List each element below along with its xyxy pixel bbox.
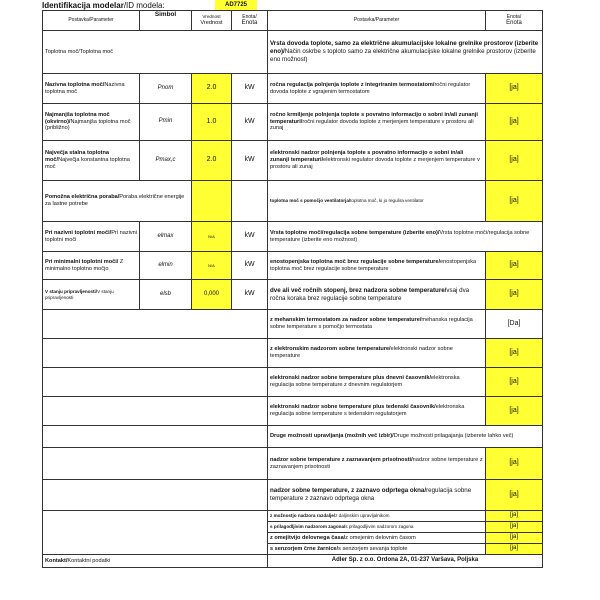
param-label: ročno krmiljenje polnjenja toplote s povratno informacijo o sobni in/ali zunanji temperaturi/ročni regulator dovoda toplote z merjenjem temperature v prostoru ali zunaj	[268, 104, 486, 141]
unit-cell: [ja]	[486, 74, 543, 104]
parameters-table	[42, 10, 543, 568]
param-label: z mehanskim termostatom za nadzor sobne temperature/mehanska regulacija sobne temperature s pomočjo termostata	[268, 310, 486, 339]
param-label: s prilagodljivim nadzorom zagona/s prilagodljivim nadzorom zagona	[268, 522, 486, 533]
param-label: V stanju pripravljenosti/V stanju pripravljenosti	[43, 280, 140, 310]
col-symbol-header: Simbol	[140, 11, 192, 31]
param-label: nadzor sobne temperature, z zaznavo odprtega okna/regulacija sobne temperature z zaznavo odprtega okna	[268, 480, 486, 511]
table-row	[43, 222, 543, 252]
param-label: z elektronskim nadzorom sobne temperature/elektronski nadzor sobne temperature	[268, 339, 486, 368]
model-identifier-value: AD7725	[215, 0, 257, 10]
param-label: Pri nazivni toplotni moči/Pri nazivni toplotni moči	[43, 222, 140, 252]
empty-cell	[43, 339, 268, 368]
table-row	[43, 181, 543, 222]
symbol-cell: elmax	[140, 222, 192, 252]
table-row	[43, 310, 543, 339]
col-param-header: Postavka/Parameter	[43, 11, 140, 31]
table-row	[43, 74, 543, 104]
unit-cell: [ja]	[486, 339, 543, 368]
param-label: elektronski nadzor sobne temperature plus dnevni časovnik/elektronska regulacija sobne temperature z dnevnim regulatorjem	[268, 368, 486, 397]
unit-cell: [ja]	[486, 533, 543, 544]
param-label: dve ali več ročnih stopenj, brez nadzora sobne temperature/vsaj dva ročna koraka brez regulacije sobne temperature	[268, 280, 486, 310]
value-cell: 2.0	[192, 74, 232, 104]
unit-cell	[232, 181, 268, 222]
param-label: Pomožna električna poraba/Poraba električne energije za lastne potrebe	[43, 181, 192, 222]
param-label: enostopenjska toplotna moč brez regulacije sobne temperature/enostopenjska toplotna moč brez regulacije sobne temperature	[268, 252, 486, 280]
heat-input-type-section: Vrsta dovoda toplote, samo za električne akumulacijske lokalne grelnike prostorov (izberite eno)/Način oskrbe s toploto samo za električne akumulacijske lokalne grelnike prostorov (izberite eno možnost)	[268, 31, 543, 74]
table-row	[43, 426, 543, 448]
unit-cell: kW	[232, 280, 268, 310]
value-cell: N/A	[192, 252, 232, 280]
col-unit2-header: Enota/ Enota	[486, 11, 543, 31]
unit-cell: [ja]	[486, 252, 543, 280]
value-cell: N/A	[192, 222, 232, 252]
unit-cell: [ja]	[486, 280, 543, 310]
unit-cell: [ja]	[486, 448, 543, 480]
param-label: elektronski nadzor polnjenja toplote s povratno informacijo o sobni in/ali zunanji temperaturi/elektronski regulator dovoda toplote z merjenjem temperature v prostoru ali zunaj	[268, 141, 486, 181]
unit-cell: [ja]	[486, 141, 543, 181]
empty-cell	[43, 448, 268, 480]
empty-cell	[43, 368, 268, 397]
param-label: Najmanjša toplotna moč (okvirno)/Najmanjša toplotna moč (približno)	[43, 104, 140, 141]
col-value-header: Vrednost Vrednost	[192, 11, 232, 31]
table-row	[43, 368, 543, 397]
unit-cell: kW	[232, 252, 268, 280]
param-label: Pri minimalni toplotni moči/ Z minimalno toplotno močjo	[43, 252, 140, 280]
param-label: nadzor sobne temperature z zaznavanjem prisotnosti/nadzor sobne temperature z zaznavanjem prisotnosti	[268, 448, 486, 480]
empty-cell	[43, 511, 268, 555]
param-label: toplotna moč s pomočjo ventilatorja/toplotna moč, ki jo regulira ventilator	[268, 181, 486, 222]
param-label: s senzorjem črne žarnice/s senzorjem sevanja toplote	[268, 544, 486, 555]
symbol-cell: Pmax,c	[140, 141, 192, 181]
symbol-cell: Pmin	[140, 104, 192, 141]
param-label: Vrsta toplotne moči/regulacija sobne temperature (izberite eno)/Vrsta toplotne moči/regulacija sobne temperature (izberite eno možnost)	[268, 222, 543, 252]
table-row	[43, 511, 543, 522]
unit-cell: [ja]	[486, 368, 543, 397]
param-label: Druge možnosti upravljanja (možnih več izbir)/Druge možnosti prilagajanja (izberete lahko več)	[268, 426, 543, 448]
table-row	[43, 280, 543, 310]
symbol-cell: Pnom	[140, 74, 192, 104]
unit-cell: [ja]	[486, 397, 543, 426]
table-row	[43, 339, 543, 368]
table-row	[43, 252, 543, 280]
table-row	[43, 448, 543, 480]
table-header-row	[43, 11, 543, 31]
unit-cell: [Da]	[486, 310, 543, 339]
product-information-sheet	[42, 0, 542, 568]
param-label: ročna regulacija polnjenja toplote z integriranim termostatom/ročni regulator dovoda toplote z vgrajenim termostatom	[268, 74, 486, 104]
unit-cell: kW	[232, 141, 268, 181]
param-label: Nazivna toplotna moč/Nazivna toplotna moč	[43, 74, 140, 104]
model-identifier-label: Identifikacija modelar/ID modela:	[42, 0, 165, 10]
unit-cell: [ja]	[486, 104, 543, 141]
contact-row	[43, 555, 543, 568]
table-row	[43, 480, 543, 511]
col-unit-header: Enota/ Enota	[232, 11, 268, 31]
param-label: Največja stalna toplotna moč/Največja konstantna toplotna moč	[43, 141, 140, 181]
unit-cell: kW	[232, 74, 268, 104]
unit-cell: kW	[232, 222, 268, 252]
symbol-cell: elsb	[140, 280, 192, 310]
unit-cell: kW	[232, 104, 268, 141]
param-label: z omejitvijo delovnega časa/z omejenim delovnim časom	[268, 533, 486, 544]
heat-output-section: Toplotna moč/Toplotna moč	[43, 31, 268, 74]
unit-cell: [ja]	[486, 511, 543, 522]
contact-address: Adler Sp. z o.o. Ordona 2A, 01-237 Varšava, Poljska	[268, 555, 543, 568]
table-row	[43, 397, 543, 426]
unit-cell: [ja]	[486, 480, 543, 511]
param-label: z možnostjo nadzora razdalje/z daljinskim upravljalnikom	[268, 511, 486, 522]
table-row	[43, 104, 543, 141]
empty-cell	[43, 310, 268, 339]
model-identifier-row	[42, 0, 542, 10]
empty-cell	[43, 480, 268, 511]
value-cell: 0,000	[192, 280, 232, 310]
param-label: elektronski nadzor sobne temperature plus tedenski časovnik/elektronska regulacija sobne temperature s tedenskim regulatorjem	[268, 397, 486, 426]
table-row	[43, 141, 543, 181]
unit-cell: [ja]	[486, 181, 543, 222]
empty-cell	[43, 397, 268, 426]
col-param2-header: Postavka/Parameter	[268, 11, 486, 31]
value-cell	[192, 181, 232, 222]
empty-cell	[43, 426, 268, 448]
value-cell: 2.0	[192, 141, 232, 181]
value-cell: 1.0	[192, 104, 232, 141]
unit-cell: [ja]	[486, 544, 543, 555]
table-row	[43, 31, 543, 74]
contact-label: Kontakt/Kontaktni podatki	[43, 555, 268, 568]
symbol-cell: elmin	[140, 252, 192, 280]
unit-cell: [ja]	[486, 522, 543, 533]
